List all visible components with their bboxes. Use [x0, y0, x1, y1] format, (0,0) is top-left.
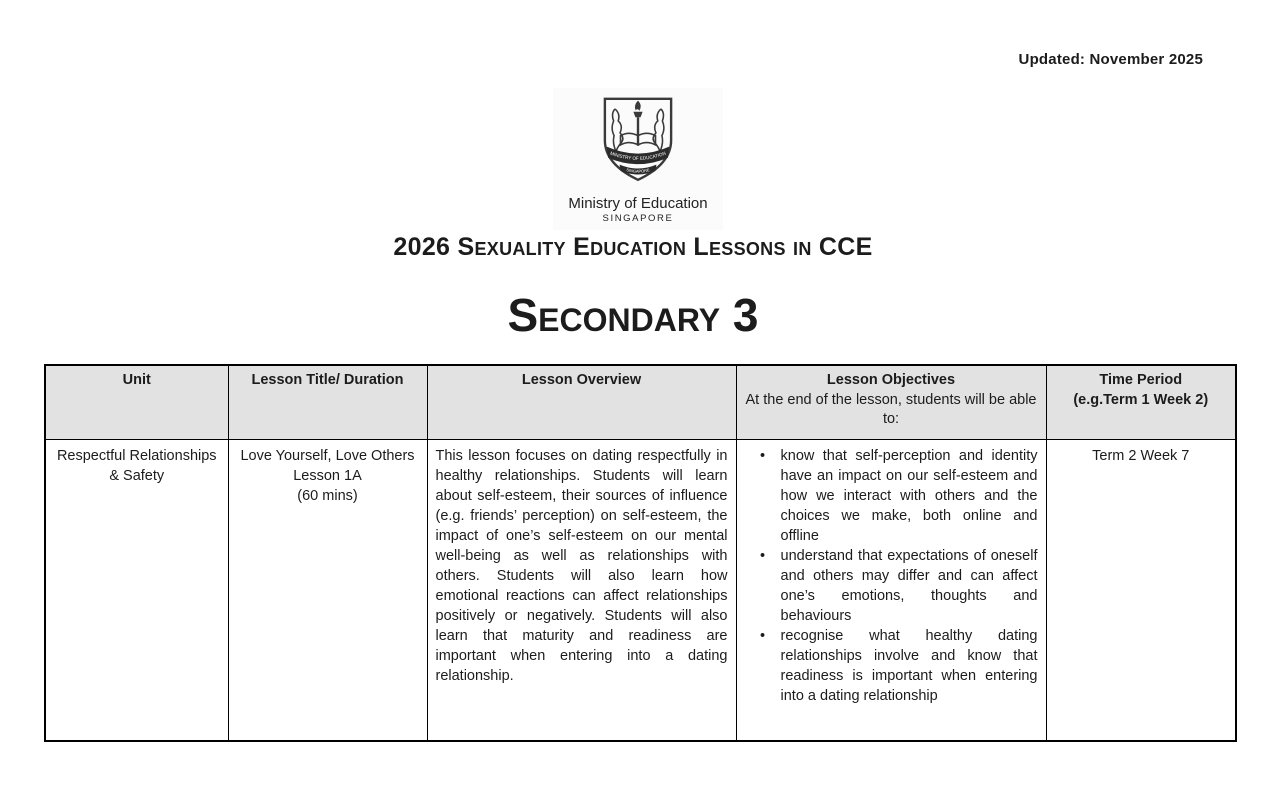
lesson-schedule-table — [44, 364, 1237, 742]
lesson-code-line: Lesson 1A — [293, 467, 362, 484]
header-time-period — [1046, 365, 1236, 439]
objective-item — [745, 626, 1038, 706]
unit-cell: Respectful Relationships & Safety — [45, 439, 228, 741]
crest-banner-text: MINISTRY OF EDUCATION — [609, 150, 667, 161]
objective-text: know that self-perception and identity have an impact on our self-esteem and how we interact with others and the choices we make, both online and offline — [780, 447, 1038, 544]
lesson-title-line: Love Yourself, Love Others — [240, 447, 415, 464]
lesson-overview-cell: This lesson focuses on dating respectfully in healthy relationships. Students will learn about self-esteem, their sources of influence (e.g. friends’ perception) on self-esteem, the impact of one’s self-esteem on our mental well-being as well as relationships with others. Students will also learn how emotional reactions can affect relationships positively or negatively. Students will also learn that maturity and readiness are important when entering into a dating relationship. — [427, 439, 736, 741]
bullet-marker: • — [759, 547, 766, 564]
updated-date-label: Updated: November 2025 — [1018, 51, 1203, 68]
objectives-list — [745, 446, 1038, 706]
table-header-row — [45, 365, 1236, 439]
header-lesson-title: Lesson Title/ Duration — [228, 365, 427, 439]
header-objectives — [736, 365, 1046, 439]
document-title: 2026 Sexuality Education Lessons in CCE — [393, 233, 873, 261]
svg-text:SINGAPORE — [626, 167, 650, 174]
level-title: Secondary 3 — [507, 289, 759, 341]
crest-singapore-text: SINGAPORE — [625, 167, 651, 174]
moe-crest-icon — [592, 92, 684, 194]
bullet-marker: • — [759, 447, 766, 464]
objective-text: understand that expectations of oneself and others may differ and can affect one’s emotions, thoughts and behaviours — [780, 547, 1038, 624]
header-unit: Unit — [45, 365, 228, 439]
header-objectives-label: Lesson Objectives — [826, 372, 956, 388]
lesson-duration-line: (60 mins) — [297, 487, 358, 504]
header-objectives-subtext: At the end of the lesson, students will be able to: — [745, 391, 1037, 428]
objective-text: recognise what healthy dating relationships involve and know that readiness is important when entering into a dating relationship — [780, 627, 1038, 704]
bullet-marker: • — [759, 627, 766, 644]
header-time-period-subtext: (e.g.Term 1 Week 2) — [1073, 391, 1209, 408]
lesson-objectives-cell — [736, 439, 1046, 741]
header-time-period-label: Time Period — [1099, 372, 1183, 388]
org-subtitle: SINGAPORE — [602, 212, 674, 224]
header-overview: Lesson Overview — [427, 365, 736, 439]
objective-item — [745, 546, 1038, 626]
table-row — [45, 439, 1236, 741]
moe-logo — [553, 88, 723, 230]
lesson-title-cell — [228, 439, 427, 741]
org-name: Ministry of Education — [568, 195, 708, 212]
time-period-cell: Term 2 Week 7 — [1046, 439, 1236, 741]
objective-item — [745, 446, 1038, 546]
